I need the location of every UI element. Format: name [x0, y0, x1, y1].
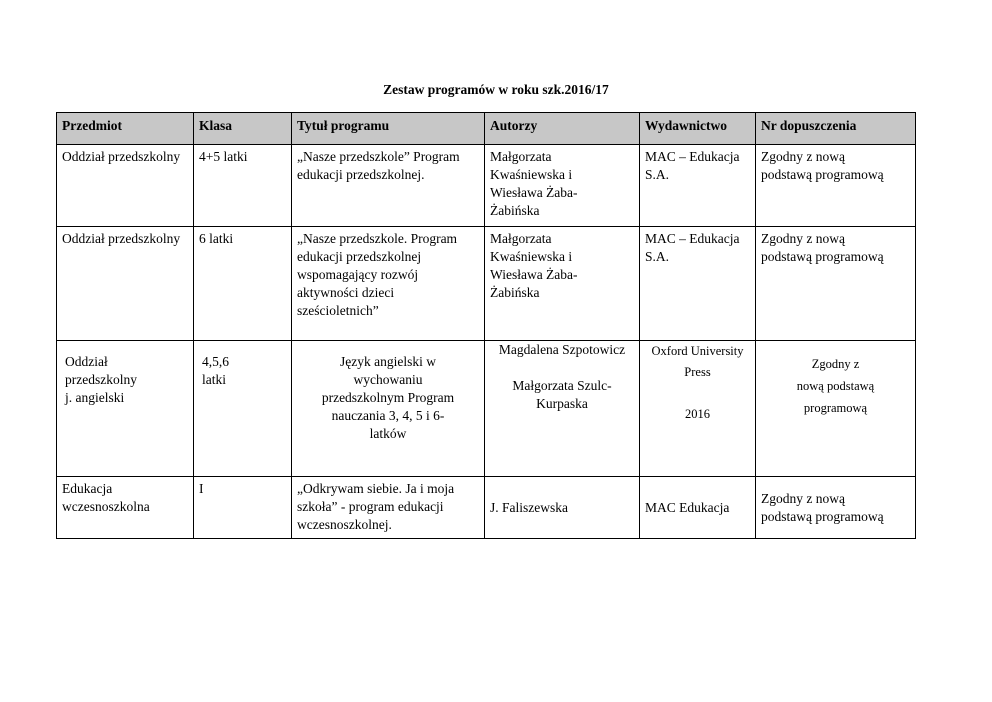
table-row	[57, 477, 916, 539]
cell-autorzy: Małgorzata Kwaśniewska i Wiesława Żaba- Żabińska	[485, 145, 640, 227]
cell-tytul: „Nasze przedszkole” Program edukacji przedszkolnej.	[292, 145, 485, 227]
cell-przedmiot: Oddział przedszkolny	[57, 227, 194, 341]
cell-przedmiot: Oddział przedszkolny	[57, 145, 194, 227]
column-header-wydawnictwo: Wydawnictwo	[640, 113, 756, 145]
column-header-autorzy: Autorzy	[485, 113, 640, 145]
cell-klasa: 6 latki	[194, 227, 292, 341]
table-header-row	[57, 113, 916, 145]
cell-wydawnictwo: MAC Edukacja	[640, 477, 756, 539]
cell-klasa: I	[194, 477, 292, 539]
cell-autorzy: Małgorzata Kwaśniewska i Wiesława Żaba- Żabińska	[485, 227, 640, 341]
cell-tytul: „Odkrywam siebie. Ja i moja szkoła” - program edukacji wczesnoszkolnej.	[292, 477, 485, 539]
cell-klasa: 4,5,6 latki	[194, 341, 292, 477]
cell-nr-dopuszczenia: Zgodny z nową podstawą programową	[756, 227, 916, 341]
cell-wydawnictwo: Oxford University Press 2016	[640, 341, 756, 477]
column-header-przedmiot: Przedmiot	[57, 113, 194, 145]
cell-autorzy: J. Faliszewska	[485, 477, 640, 539]
cell-nr-dopuszczenia: Zgodny z nową podstawą programową	[756, 145, 916, 227]
table-row	[57, 341, 916, 477]
column-header-tytul: Tytuł programu	[292, 113, 485, 145]
cell-wydawnictwo: MAC – Edukacja S.A.	[640, 145, 756, 227]
programs-table	[56, 112, 916, 539]
column-header-nr-dopuszczenia: Nr dopuszczenia	[756, 113, 916, 145]
document-title: Zestaw programów w roku szk.2016/17	[383, 82, 609, 97]
cell-przedmiot: Edukacja wczesnoszkolna	[57, 477, 194, 539]
cell-tytul: „Nasze przedszkole. Program edukacji przedszkolnej wspomagający rozwój aktywności dzieci sześcioletnich”	[292, 227, 485, 341]
cell-nr-dopuszczenia: Zgodny z nową podstawą programową	[756, 341, 916, 477]
cell-klasa: 4+5 latki	[194, 145, 292, 227]
table-row	[57, 145, 916, 227]
table-row	[57, 227, 916, 341]
cell-autorzy: Magdalena Szpotowicz Małgorzata Szulc-Kurpaska	[485, 341, 640, 477]
cell-nr-dopuszczenia: Zgodny z nową podstawą programową	[756, 477, 916, 539]
cell-wydawnictwo: MAC – Edukacja S.A.	[640, 227, 756, 341]
cell-tytul: Język angielski w wychowaniu przedszkolnym Program nauczania 3, 4, 5 i 6- latków	[292, 341, 485, 477]
cell-przedmiot: Oddział przedszkolny j. angielski	[57, 341, 194, 477]
column-header-klasa: Klasa	[194, 113, 292, 145]
